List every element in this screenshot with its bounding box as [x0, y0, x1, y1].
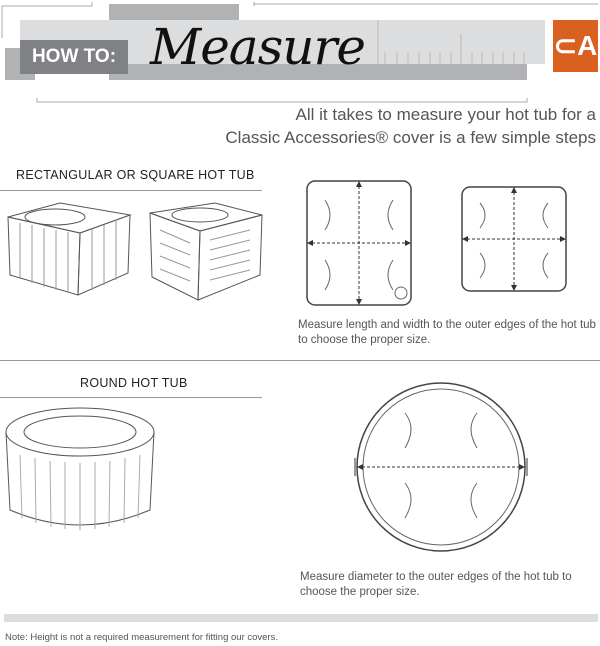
brand-logo: ⊂A [553, 20, 598, 72]
footer-bar [4, 614, 598, 622]
rectangular-measure-diagrams [295, 175, 595, 310]
heading-underline [0, 397, 262, 398]
section-divider [0, 360, 600, 361]
rectangular-tub-illustrations [0, 195, 270, 305]
round-measure-diagram [350, 378, 530, 558]
round-tub-illustration [0, 400, 160, 540]
intro-line-2: Classic Accessories® cover is a few simple steps [225, 128, 596, 147]
round-caption: Measure diameter to the outer edges of the hot tub to choose the proper size. [300, 571, 572, 598]
rectangular-heading: RECTANGULAR OR SQUARE HOT TUB [16, 168, 255, 182]
rectangular-caption: Measure length and width to the outer edges of the hot tub to choose the proper size. [298, 319, 596, 346]
round-heading: ROUND HOT TUB [80, 376, 188, 390]
page-title: Measure [150, 18, 365, 76]
how-to-label: HOW TO: [20, 40, 128, 74]
intro-text [225, 103, 596, 149]
heading-underline [0, 190, 262, 191]
footnote: Note: Height is not a required measurement for fitting our covers. [5, 632, 278, 643]
intro-line-1: All it takes to measure your hot tub for a [295, 105, 596, 124]
